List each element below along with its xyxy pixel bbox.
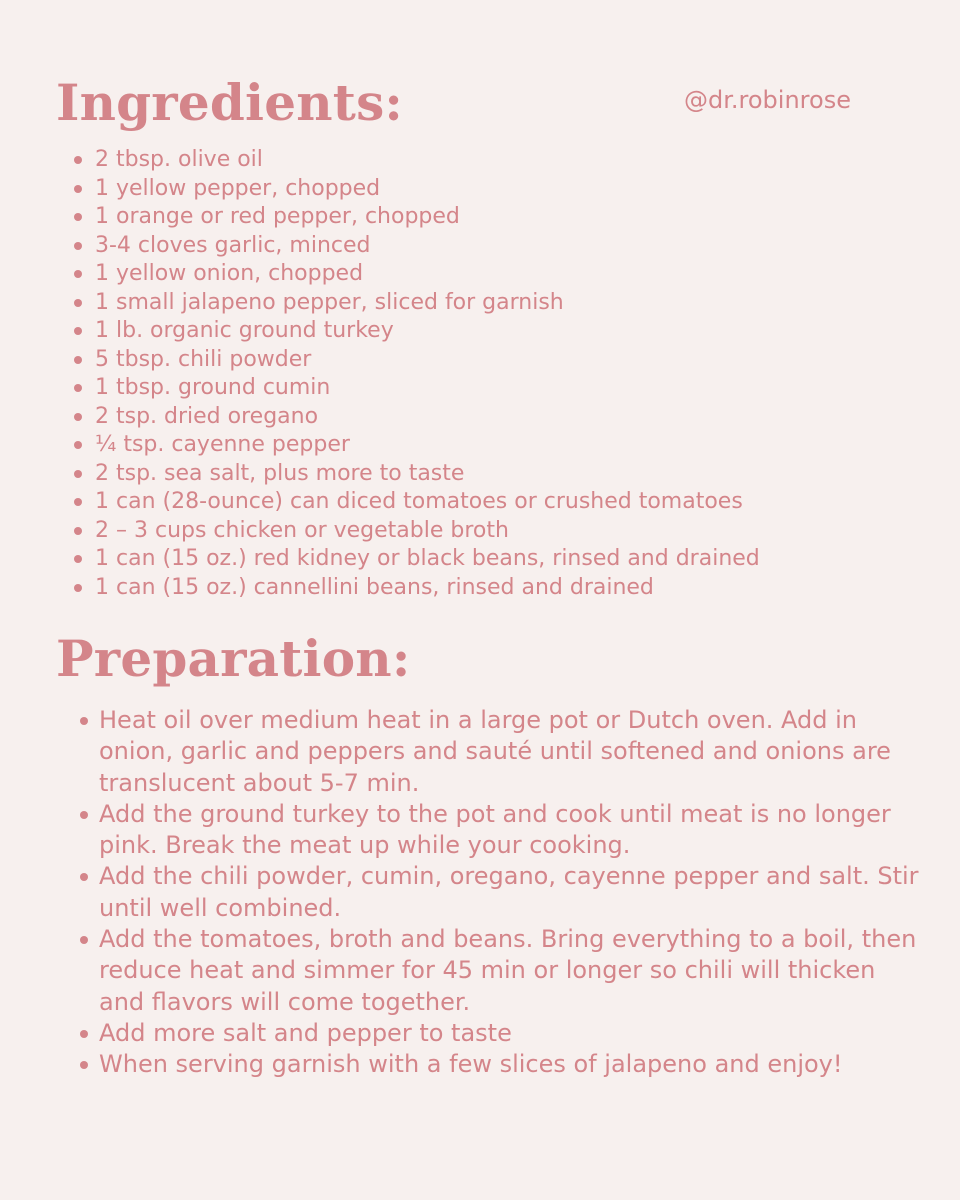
bullet-icon <box>74 555 82 563</box>
preparation-title: Preparation: <box>56 629 411 688</box>
ingredient-item <box>72 346 932 375</box>
ingredient-text: 1 tbsp. ground cumin <box>95 375 331 400</box>
bullet-icon <box>74 185 82 193</box>
bullet-icon <box>74 156 82 164</box>
ingredient-item <box>72 545 932 574</box>
ingredient-item <box>72 317 932 346</box>
ingredients-list <box>72 146 932 602</box>
bullet-icon <box>74 270 82 278</box>
bullet-icon <box>74 527 82 535</box>
ingredient-item <box>72 517 932 546</box>
bullet-icon <box>74 441 82 449</box>
step-text: When serving garnish with a few slices of jalapeno and enjoy! <box>99 1050 843 1079</box>
ingredient-text: ¼ tsp. cayenne pepper <box>95 432 350 457</box>
ingredient-item <box>72 232 932 261</box>
ingredient-item <box>72 260 932 289</box>
ingredient-item <box>72 289 932 318</box>
ingredient-text: 1 can (15 oz.) cannellini beans, rinsed and drained <box>95 574 654 600</box>
ingredient-text: 2 – 3 cups chicken or vegetable broth <box>95 517 509 543</box>
bullet-icon <box>80 936 88 944</box>
bullet-icon <box>74 470 82 478</box>
bullet-icon <box>80 1061 88 1069</box>
ingredient-text: 2 tsp. dried oregano <box>95 403 319 429</box>
bullet-icon <box>74 356 82 364</box>
bullet-icon <box>74 327 82 335</box>
ingredient-text: 1 small jalapeno pepper, sliced for garnish <box>95 289 564 315</box>
ingredient-item <box>72 574 932 603</box>
bullet-icon <box>74 384 82 392</box>
bullet-icon <box>74 413 82 421</box>
bullet-icon <box>80 717 88 725</box>
ingredient-item <box>72 175 932 204</box>
ingredient-item <box>72 460 932 489</box>
bullet-icon <box>74 242 82 250</box>
ingredient-text: 1 yellow onion, chopped <box>95 261 364 286</box>
ingredient-text: 5 tbsp. chili powder <box>95 346 312 372</box>
bullet-icon <box>80 1030 88 1038</box>
step-text: Add the ground turkey to the pot and cook until meat is no longer pink. Break the meat up while your cooking. <box>99 799 891 860</box>
step-text: Add the tomatoes, broth and beans. Bring everything to a boil, then reduce heat and simmer for 45 min or longer so chili will thicken and flavors will come together. <box>99 925 917 1016</box>
author-handle: @dr.robinrose <box>684 86 851 114</box>
ingredient-text: 1 orange or red pepper, chopped <box>95 204 460 229</box>
bullet-icon <box>80 873 88 881</box>
step-text: Add the chili powder, cumin, oregano, cayenne pepper and salt. Stir until well combined. <box>99 862 919 922</box>
preparation-list <box>76 705 924 1081</box>
bullet-icon <box>74 299 82 307</box>
bullet-icon <box>74 584 82 592</box>
ingredient-item <box>72 203 932 232</box>
ingredient-text: 1 can (28-ounce) can diced tomatoes or crushed tomatoes <box>95 489 743 514</box>
ingredient-text: 1 can (15 oz.) red kidney or black beans, rinsed and drained <box>95 546 760 571</box>
preparation-step <box>76 705 924 799</box>
step-text: Heat oil over medium heat in a large pot or Dutch oven. Add in onion, garlic and peppers and sauté until softened and onions are translucent about 5-7 min. <box>99 706 891 797</box>
ingredient-text: 2 tbsp. olive oil <box>95 147 263 172</box>
ingredient-item <box>72 146 932 175</box>
ingredient-text: 1 lb. organic ground turkey <box>95 318 394 343</box>
ingredient-item <box>72 403 932 432</box>
ingredient-item <box>72 488 932 517</box>
ingredient-item <box>72 431 932 460</box>
bullet-icon <box>80 811 88 819</box>
ingredient-item <box>72 374 932 403</box>
preparation-step <box>76 861 924 924</box>
preparation-step <box>76 799 924 862</box>
preparation-step <box>76 924 924 1018</box>
ingredient-text: 2 tsp. sea salt, plus more to taste <box>95 460 465 486</box>
bullet-icon <box>74 213 82 221</box>
step-text: Add more salt and pepper to taste <box>99 1018 512 1047</box>
preparation-step <box>76 1049 924 1080</box>
bullet-icon <box>74 498 82 506</box>
preparation-step <box>76 1018 924 1049</box>
ingredients-title: Ingredients: <box>56 73 404 132</box>
ingredient-text: 1 yellow pepper, chopped <box>95 175 381 201</box>
ingredient-text: 3-4 cloves garlic, minced <box>95 232 371 258</box>
